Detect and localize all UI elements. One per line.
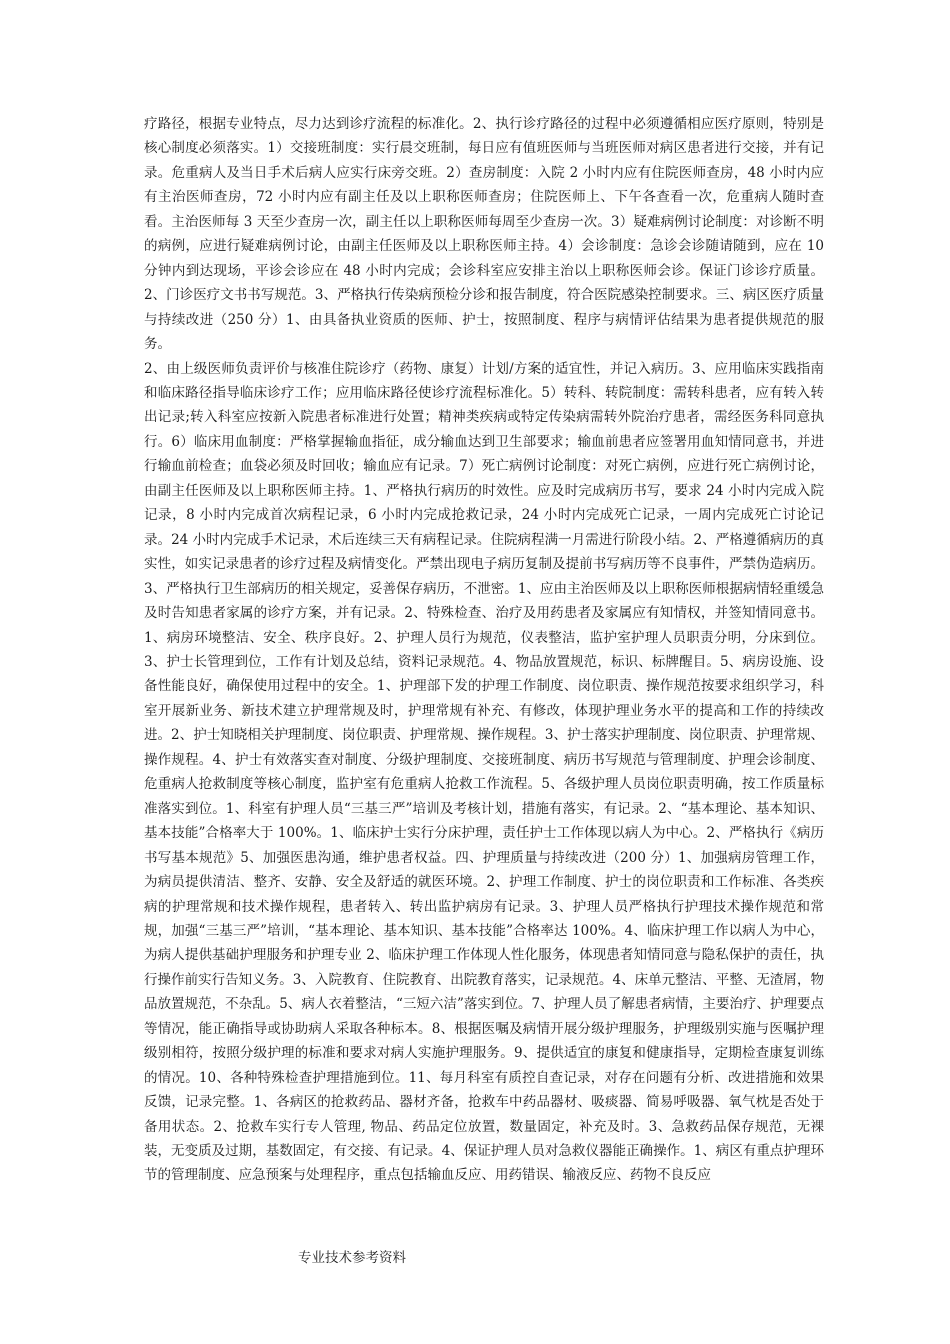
document-body xyxy=(144,112,824,1188)
page-footer: 专业技术参考资料 xyxy=(298,1250,406,1266)
paragraph-1: 疗路径，根据专业特点，尽力达到诊疗流程的标准化。2、执行诊疗路径的过程中必须遵循相应医疗原则，特别是核心制度必须落实。1）交接班制度：实行晨交班制，每日应有值班医师与当班医师对病区患者进行交接，并有记录。危重病人及当日手术后病人应实行床旁交班。2）查房制度：入院 2 小时内应有住院医师查房，48 小时内应有主治医师查房，72 小时内应有副主任及以上职称医师查房；住院医师上、下午各查看一次，危重病人随时查看。主治医师每 3 天至少查房一次，副主任以上职称医师每周至少查房一次。3）疑难病例讨论制度：对诊断不明的病例，应进行疑难病例讨论，由副主任医师及以上职称医师主持。4）会诊制度：急诊会诊随请随到，应在 10 分钟内到达现场，平诊会诊应在 48 小时内完成；会诊科室应安排主治以上职称医师会诊。保证门诊诊疗质量。2、门诊医疗文书书写规范。3、严格执行传染病预检分诊和报告制度，符合医院感染控制要求。三、病区医疗质量与持续改进（250 分）1、由具备执业资质的医师、护士，按照制度、程序与病情评估结果为患者提供规范的服务。 xyxy=(144,116,824,353)
paragraph-2: 2、由上级医师负责评价与核准住院诊疗（药物、康复）计划/方案的适宜性，并记入病历。3、应用临床实践指南和临床路径指导临床诊疗工作；应用临床路径使诊疗流程标准化。5）转科、转院制度：需转科患者，应有转入转出记录;转入科室应按新入院患者标准进行处置；精神类疾病或特定传染病需转外院治疗患者，需经医务科同意执行。6）临床用血制度：严格掌握输血指征，成分输血达到卫生部要求；输血前患者应签署用血知情同意书，并进行输血前检查；血袋必须及时回收；输血应有记录。7）死亡病例讨论制度：对死亡病例，应进行死亡病例讨论，由副主任医师及以上职称医师主持。1、严格执行病历的时效性。应及时完成病历书写，要求 24 小时内完成入院记录，8 小时内完成首次病程记录，6 小时内完成抢救记录，24 小时内完成死亡记录，一周内完成死亡讨论记录。24 小时内完成手术记录，术后连续三天有病程记录。住院病程满一月需进行阶段小结。2、严格遵循病历的真实性，如实记录患者的诊疗过程及病情变化。严禁出现电子病历复制及提前书写病历等不良事件，严禁伪造病历。3、严格执行卫生部病历的相关规定，妥善保存病历，不泄密。1、应由主治医师及以上职称医师根据病情轻重缓急及时告知患者家属的诊疗方案，并有记录。2、特殊检查、治疗及用药患者及家属应有知情权，并签知情同意书。1、病房环境整洁、安全、秩序良好。2、护理人员行为规范，仪表整洁，监护室护理人员职责分明，分床到位。3、护士长管理到位，工作有计划及总结，资料记录规范。4、物品放置规范，标识、标牌醒目。5、病房设施、设备性能良好，确保使用过程中的安全。1、护理部下发的护理工作制度、岗位职责、操作规范按要求组织学习，科室开展新业务、新技术建立护理常规及时，护理常规有补充、有修改，体现护理业务水平的提高和工作的持续改进。2、护士知晓相关护理制度、岗位职责、护理常规、操作规程。3、护士落实护理制度、岗位职责、护理常规、操作规程。4、护士有效落实查对制度、分级护理制度、交接班制度、病历书写规范与管理制度、护理会诊制度、危重病人抢救制度等核心制度，监护室有危重病人抢救工作流程。5、各级护理人员岗位职责明确，按工作质量标准落实到位。1、科室有护理人员“三基三严”培训及考核计划，措施有落实，有记录。2、“基本理论、基本知识、基本技能”合格率大于 100%。1、临床护士实行分床护理，责任护士工作体现以病人为中心。2、严格执行《病历书写基本规范》5、加强医患沟通，维护患者权益。四、护理质量与持续改进（200 分）1、加强病房管理工作，为病员提供清洁、整齐、安静、安全及舒适的就医环境。2、护理工作制度、护士的岗位职责和工作标准、各类疾病的护理常规和技术操作规程，患者转入、转出监护病房有记录。3、护理人员严格执行护理技术操作规范和常规，加强“三基三严”培训，“基本理论、基本知识、基本技能”合格率达 100%。4、临床护理工作以病人为中心，为病人提供基础护理服务和护理专业 2、临床护理工作体现人性化服务，体现患者知情同意与隐私保护的责任，执行操作前实行告知义务。3、入院教育、住院教育、出院教育落实，记录规范。4、床单元整洁、平整、无渣屑，物品放置规范，不杂乱。5、病人衣着整洁，“三短六洁”落实到位。7、护理人员了解患者病情，主要治疗、护理要点等情况，能正确指导或协助病人采取各种标本。8、根据医嘱及病情开展分级护理服务，护理级别实施与医嘱护理级别相符，按照分级护理的标准和要求对病人实施护理服务。9、提供适宜的康复和健康指导，定期检查康复训练的情况。10、各种特殊检查护理措施到位。11、每月科室有质控自查记录，对存在问题有分析、改进措施和效果反馈，记录完整。1、各病区的抢救药品、器材齐备，抢救车中药品器材、吸痰器、简易呼吸器、氧气枕是否处于备用状态。2、抢救车实行专人管理, 物品、药品定位放置，数量固定，补充及时。3、急救药品保存规范，无裸装，无变质及过期，基数固定，有交接、有记录。4、保证护理人员对急救仪器能正确操作。1、病区有重点护理环节的管理制度、应急预案与处理程序，重点包括输血反应、用药错误、输液反应、药物不良反应 xyxy=(144,360,824,1184)
